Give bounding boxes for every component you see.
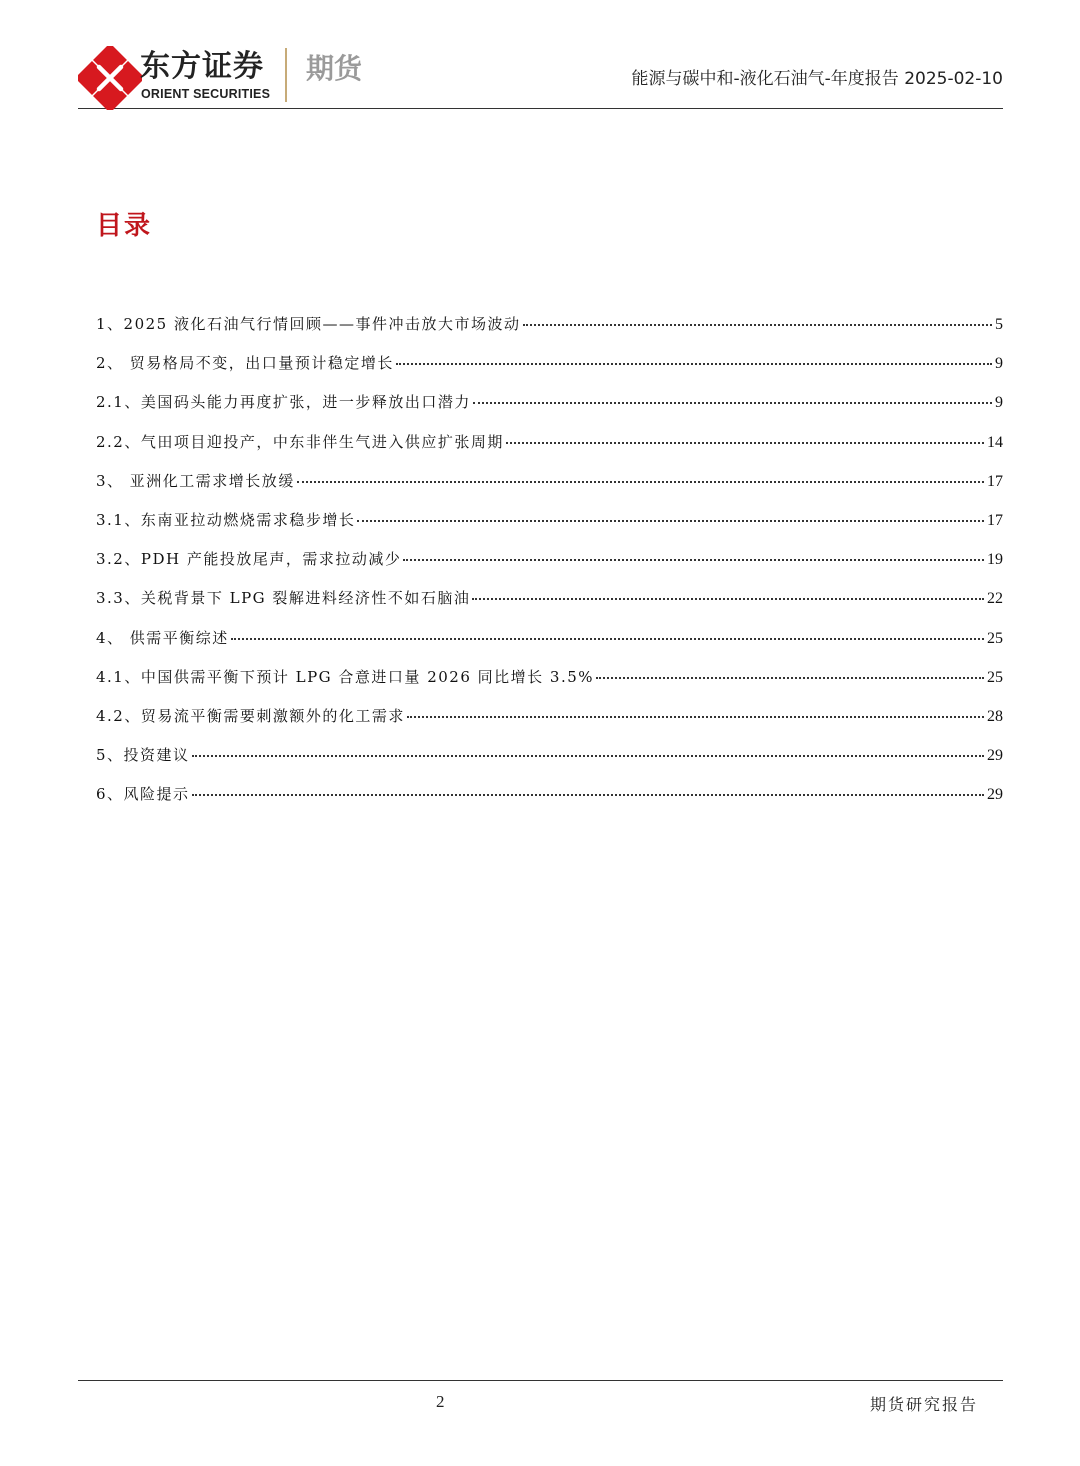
brand-divider: [285, 48, 287, 102]
toc-entry-label: 2.2、气田项目迎投产，中东非伴生气进入供应扩张周期: [96, 432, 504, 451]
toc-entry-label: 3.3、关税背景下 LPG 裂解进料经济性不如石脑油: [96, 589, 471, 608]
toc-entry-label: 5、投资建议: [96, 746, 190, 765]
document-title: 能源与碳中和-液化石油气-年度报告 2025-02-10: [631, 69, 1003, 89]
toc-entry-label: 1、2025 液化石油气行情回顾——事件冲击放大市场波动: [96, 315, 521, 333]
brand-name-en: ORIENT SECURITIES: [141, 87, 271, 101]
footer-page-number: 2: [436, 1392, 445, 1411]
toc-entry-label: 6、风险提示: [96, 785, 190, 804]
toc-entry[interactable]: [96, 627, 1003, 666]
toc-entry-label: 3、 亚洲化工需求增长放缓: [96, 471, 295, 490]
toc-entry-page: 9: [995, 355, 1003, 373]
toc-entry-label: 4.1、中国供需平衡下预计 LPG 合意进口量 2026 同比增长 3.5%: [96, 667, 595, 686]
toc-entry-page: 14: [987, 433, 1003, 451]
toc-entry[interactable]: [96, 548, 1003, 587]
toc-dot-leader: [472, 598, 984, 600]
toc-entry-label: 4.2、贸易流平衡需要刺激额外的化工需求: [96, 706, 405, 725]
toc-entry[interactable]: [96, 313, 1003, 352]
toc-dot-leader: [396, 363, 992, 365]
toc-dot-leader: [523, 324, 993, 326]
toc-dot-leader: [192, 794, 984, 796]
toc-entry-page: 28: [987, 707, 1003, 725]
orient-securities-logo-icon: [78, 46, 142, 110]
toc-dot-leader: [403, 559, 984, 561]
table-of-contents: [96, 313, 1003, 822]
toc-entry-label: 4、 供需平衡综述: [96, 628, 229, 647]
toc-entry-label: 2、 贸易格局不变，出口量预计稳定增长: [96, 354, 394, 373]
toc-heading: 目录: [96, 211, 153, 241]
toc-entry[interactable]: [96, 391, 1003, 430]
toc-dot-leader: [506, 442, 984, 444]
toc-entry-label: 3.1、东南亚拉动燃烧需求稳步增长: [96, 510, 356, 529]
toc-dot-leader: [473, 402, 992, 404]
toc-entry-page: 17: [987, 511, 1003, 529]
toc-entry-label: 2.1、美国码头能力再度扩张，进一步释放出口潜力: [96, 393, 471, 412]
toc-entry[interactable]: [96, 470, 1003, 509]
toc-entry[interactable]: [96, 587, 1003, 626]
toc-entry[interactable]: [96, 783, 1003, 822]
toc-entry[interactable]: [96, 744, 1003, 783]
brand-name-cn: 东方证券: [140, 49, 264, 84]
toc-entry-page: 9: [995, 394, 1003, 412]
toc-dot-leader: [297, 481, 984, 483]
toc-entry-page: 25: [987, 629, 1003, 647]
toc-dot-leader: [231, 638, 984, 640]
toc-dot-leader: [357, 520, 984, 522]
toc-entry-label: 3.2、PDH 产能投放尾声，需求拉动减少: [96, 550, 402, 569]
toc-entry[interactable]: [96, 352, 1003, 391]
toc-entry-page: 25: [987, 668, 1003, 686]
toc-entry-page: 5: [995, 316, 1003, 333]
toc-entry[interactable]: [96, 705, 1003, 744]
toc-entry[interactable]: [96, 666, 1003, 705]
toc-entry-page: 29: [987, 786, 1003, 804]
toc-dot-leader: [192, 755, 984, 757]
toc-entry-page: 29: [987, 747, 1003, 765]
page-header: [78, 40, 1003, 109]
footer-divider: [78, 1380, 1003, 1381]
toc-entry-page: 22: [987, 590, 1003, 608]
brand-subtitle: 期货: [306, 52, 363, 85]
toc-dot-leader: [596, 677, 984, 679]
footer-report-label: 期货研究报告: [869, 1395, 978, 1414]
toc-entry[interactable]: [96, 431, 1003, 470]
toc-entry[interactable]: [96, 509, 1003, 548]
toc-entry-page: 19: [987, 551, 1003, 569]
toc-dot-leader: [407, 716, 984, 718]
toc-entry-page: 17: [987, 472, 1003, 490]
